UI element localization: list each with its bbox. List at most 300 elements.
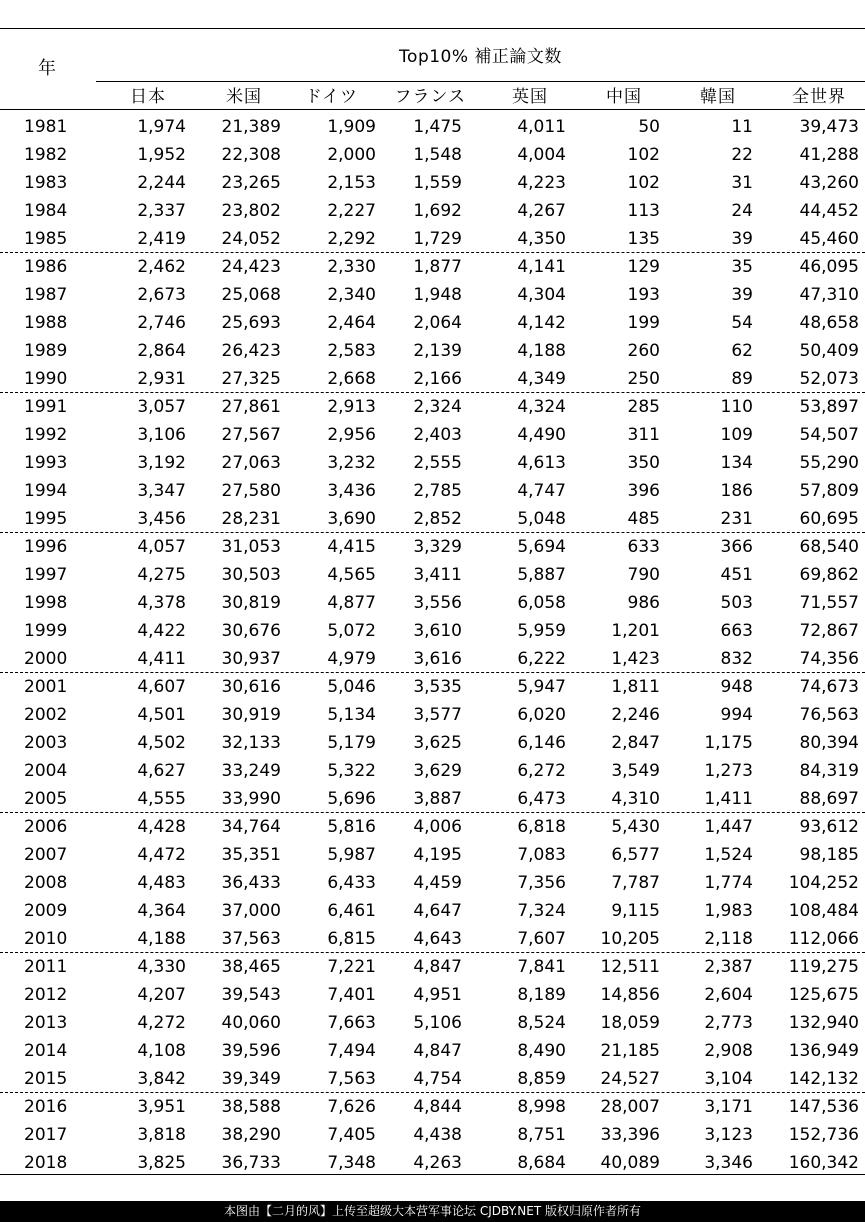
cell-year: 2011: [24, 957, 68, 977]
cell-uk: 8,751: [517, 1125, 566, 1145]
cell-china: 24,527: [600, 1069, 660, 1089]
cell-france: 2,139: [413, 341, 462, 361]
cell-korea: 366: [720, 537, 753, 557]
cell-uk: 4,613: [517, 453, 566, 473]
column-header-france: フランス: [394, 87, 466, 107]
cell-japan: 4,272: [137, 1013, 186, 1033]
column-header-japan: 日本: [130, 87, 166, 107]
cell-korea: 3,346: [704, 1153, 753, 1173]
cell-france: 1,877: [413, 257, 462, 277]
cell-germany: 2,956: [327, 425, 376, 445]
cell-germany: 7,221: [327, 957, 376, 977]
cell-korea: 503: [720, 593, 753, 613]
cell-china: 2,847: [611, 733, 660, 753]
cell-korea: 24: [731, 201, 753, 221]
cell-china: 485: [627, 509, 660, 529]
cell-japan: 2,931: [137, 369, 186, 389]
cell-uk: 4,747: [517, 481, 566, 501]
cell-japan: 2,337: [137, 201, 186, 221]
table-row: [0, 169, 865, 197]
cell-germany: 6,433: [327, 873, 376, 893]
cell-uk: 4,141: [517, 257, 566, 277]
cell-world: 69,862: [799, 565, 859, 585]
cell-usa: 26,423: [221, 341, 281, 361]
cell-year: 2000: [24, 649, 68, 669]
cell-year: 1998: [24, 593, 68, 613]
cell-germany: 7,405: [327, 1125, 376, 1145]
cell-germany: 5,134: [327, 705, 376, 725]
cell-korea: 1,273: [704, 761, 753, 781]
cell-year: 2018: [24, 1153, 68, 1173]
cell-france: 2,324: [413, 397, 462, 417]
table-row: [0, 757, 865, 785]
cell-germany: 2,227: [327, 201, 376, 221]
cell-china: 50: [638, 117, 660, 137]
cell-year: 1995: [24, 509, 68, 529]
cell-japan: 4,555: [137, 789, 186, 809]
cell-china: 28,007: [600, 1097, 660, 1117]
cell-japan: 2,673: [137, 285, 186, 305]
cell-germany: 3,232: [327, 453, 376, 473]
cell-world: 47,310: [799, 285, 859, 305]
cell-france: 2,852: [413, 509, 462, 529]
cell-china: 285: [627, 397, 660, 417]
table-row: [0, 617, 865, 645]
cell-china: 250: [627, 369, 660, 389]
cell-japan: 4,428: [137, 817, 186, 837]
cell-korea: 11: [731, 117, 753, 137]
cell-world: 136,949: [788, 1041, 859, 1061]
cell-china: 2,246: [611, 705, 660, 725]
cell-china: 986: [627, 593, 660, 613]
cell-world: 68,540: [799, 537, 859, 557]
cell-usa: 24,423: [221, 257, 281, 277]
table-row: [0, 897, 865, 925]
cell-china: 12,511: [600, 957, 660, 977]
cell-uk: 8,189: [517, 985, 566, 1005]
cell-china: 790: [627, 565, 660, 585]
cell-uk: 5,694: [517, 537, 566, 557]
cell-world: 72,867: [799, 621, 859, 641]
cell-world: 46,095: [799, 257, 859, 277]
cell-france: 3,610: [413, 621, 462, 641]
cell-france: 3,887: [413, 789, 462, 809]
table-top-rule: [0, 28, 865, 29]
cell-year: 2017: [24, 1125, 68, 1145]
cell-world: 88,697: [799, 789, 859, 809]
cell-usa: 25,693: [221, 313, 281, 333]
cell-korea: 231: [720, 509, 753, 529]
cell-germany: 6,815: [327, 929, 376, 949]
cell-usa: 39,596: [221, 1041, 281, 1061]
cell-year: 1996: [24, 537, 68, 557]
cell-germany: 2,153: [327, 173, 376, 193]
cell-france: 3,625: [413, 733, 462, 753]
table-row: [0, 589, 865, 617]
cell-world: 44,452: [799, 201, 859, 221]
cell-year: 2003: [24, 733, 68, 753]
cell-germany: 2,464: [327, 313, 376, 333]
cell-year: 1993: [24, 453, 68, 473]
cell-year: 1991: [24, 397, 68, 417]
cell-year: 2012: [24, 985, 68, 1005]
cell-france: 4,847: [413, 957, 462, 977]
table-row: [0, 309, 865, 337]
cell-korea: 22: [731, 145, 753, 165]
table-row: [0, 673, 865, 701]
cell-germany: 3,690: [327, 509, 376, 529]
cell-france: 4,643: [413, 929, 462, 949]
cell-china: 5,430: [611, 817, 660, 837]
cell-korea: 1,774: [704, 873, 753, 893]
cell-world: 93,612: [799, 817, 859, 837]
cell-china: 350: [627, 453, 660, 473]
table-row: [0, 393, 865, 421]
cell-year: 1988: [24, 313, 68, 333]
cell-korea: 2,118: [704, 929, 753, 949]
cell-year: 1986: [24, 257, 68, 277]
cell-germany: 7,563: [327, 1069, 376, 1089]
cell-world: 152,736: [788, 1125, 859, 1145]
cell-world: 41,288: [799, 145, 859, 165]
cell-usa: 23,802: [221, 201, 281, 221]
cell-usa: 30,819: [221, 593, 281, 613]
cell-world: 80,394: [799, 733, 859, 753]
cell-france: 2,555: [413, 453, 462, 473]
cell-germany: 1,909: [327, 117, 376, 137]
cell-france: 2,403: [413, 425, 462, 445]
cell-year: 1987: [24, 285, 68, 305]
cell-germany: 7,494: [327, 1041, 376, 1061]
cell-germany: 2,583: [327, 341, 376, 361]
cell-usa: 37,563: [221, 929, 281, 949]
cell-usa: 34,764: [221, 817, 281, 837]
cell-france: 3,629: [413, 761, 462, 781]
cell-world: 98,185: [799, 845, 859, 865]
table-row: [0, 1065, 865, 1093]
cell-china: 102: [627, 145, 660, 165]
cell-uk: 5,959: [517, 621, 566, 641]
cell-korea: 663: [720, 621, 753, 641]
cell-korea: 1,447: [704, 817, 753, 837]
cell-france: 2,064: [413, 313, 462, 333]
cell-china: 260: [627, 341, 660, 361]
cell-france: 5,106: [413, 1013, 462, 1033]
table-row: [0, 1121, 865, 1149]
cell-uk: 7,324: [517, 901, 566, 921]
column-header-korea: 韓国: [700, 87, 736, 107]
cell-germany: 5,046: [327, 677, 376, 697]
cell-france: 3,616: [413, 649, 462, 669]
cell-uk: 7,356: [517, 873, 566, 893]
table-row: [0, 729, 865, 757]
cell-korea: 1,175: [704, 733, 753, 753]
cell-year: 1983: [24, 173, 68, 193]
cell-world: 119,275: [788, 957, 859, 977]
table-row: [0, 365, 865, 393]
cell-world: 57,809: [799, 481, 859, 501]
cell-year: 2002: [24, 705, 68, 725]
cell-korea: 54: [731, 313, 753, 333]
cell-usa: 27,861: [221, 397, 281, 417]
cell-france: 4,195: [413, 845, 462, 865]
cell-year: 2008: [24, 873, 68, 893]
cell-world: 76,563: [799, 705, 859, 725]
cell-france: 2,785: [413, 481, 462, 501]
cell-germany: 5,696: [327, 789, 376, 809]
cell-germany: 4,565: [327, 565, 376, 585]
cell-world: 84,319: [799, 761, 859, 781]
cell-world: 74,673: [799, 677, 859, 697]
table-row: [0, 561, 865, 589]
cell-china: 1,811: [611, 677, 660, 697]
cell-uk: 6,222: [517, 649, 566, 669]
cell-uk: 8,859: [517, 1069, 566, 1089]
cell-germany: 5,816: [327, 817, 376, 837]
table-row: [0, 253, 865, 281]
cell-germany: 4,979: [327, 649, 376, 669]
cell-world: 60,695: [799, 509, 859, 529]
cell-france: 4,951: [413, 985, 462, 1005]
cell-france: 1,948: [413, 285, 462, 305]
cell-year: 2016: [24, 1097, 68, 1117]
cell-year: 2004: [24, 761, 68, 781]
cell-japan: 1,974: [137, 117, 186, 137]
cell-japan: 4,502: [137, 733, 186, 753]
cell-japan: 2,864: [137, 341, 186, 361]
cell-china: 14,856: [600, 985, 660, 1005]
cell-usa: 39,543: [221, 985, 281, 1005]
cell-korea: 451: [720, 565, 753, 585]
cell-japan: 3,192: [137, 453, 186, 473]
cell-world: 147,536: [788, 1097, 859, 1117]
table-row: [0, 225, 865, 253]
cell-japan: 4,501: [137, 705, 186, 725]
cell-japan: 2,746: [137, 313, 186, 333]
column-header-world: 全世界: [792, 87, 846, 107]
cell-uk: 4,004: [517, 145, 566, 165]
cell-uk: 7,607: [517, 929, 566, 949]
cell-france: 3,411: [413, 565, 462, 585]
cell-usa: 38,465: [221, 957, 281, 977]
cell-germany: 4,877: [327, 593, 376, 613]
cell-japan: 4,364: [137, 901, 186, 921]
cell-usa: 22,308: [221, 145, 281, 165]
cell-germany: 7,626: [327, 1097, 376, 1117]
cell-china: 135: [627, 229, 660, 249]
cell-world: 108,484: [788, 901, 859, 921]
cell-uk: 4,142: [517, 313, 566, 333]
cell-japan: 3,057: [137, 397, 186, 417]
cell-france: 4,847: [413, 1041, 462, 1061]
table-row: [0, 869, 865, 897]
table-row: [0, 1009, 865, 1037]
cell-japan: 4,207: [137, 985, 186, 1005]
cell-uk: 7,083: [517, 845, 566, 865]
cell-uk: 4,223: [517, 173, 566, 193]
cell-germany: 5,179: [327, 733, 376, 753]
cell-japan: 3,951: [137, 1097, 186, 1117]
cell-year: 2013: [24, 1013, 68, 1033]
table-row: [0, 421, 865, 449]
cell-uk: 4,490: [517, 425, 566, 445]
cell-germany: 5,987: [327, 845, 376, 865]
cell-france: 4,459: [413, 873, 462, 893]
column-header-usa: 米国: [226, 87, 262, 107]
cell-china: 633: [627, 537, 660, 557]
table-row: [0, 337, 865, 365]
cell-china: 7,787: [611, 873, 660, 893]
cell-china: 10,205: [600, 929, 660, 949]
cell-france: 2,166: [413, 369, 462, 389]
cell-uk: 6,818: [517, 817, 566, 837]
cell-china: 396: [627, 481, 660, 501]
cell-year: 2015: [24, 1069, 68, 1089]
cell-france: 3,577: [413, 705, 462, 725]
cell-korea: 832: [720, 649, 753, 669]
cell-year: 2010: [24, 929, 68, 949]
cell-usa: 30,616: [221, 677, 281, 697]
cell-uk: 4,350: [517, 229, 566, 249]
cell-uk: 4,011: [517, 117, 566, 137]
cell-world: 142,132: [788, 1069, 859, 1089]
cell-world: 132,940: [788, 1013, 859, 1033]
table-row: [0, 197, 865, 225]
cell-world: 55,290: [799, 453, 859, 473]
cell-world: 50,409: [799, 341, 859, 361]
cell-korea: 1,411: [704, 789, 753, 809]
cell-korea: 35: [731, 257, 753, 277]
cell-japan: 4,472: [137, 845, 186, 865]
cell-korea: 134: [720, 453, 753, 473]
cell-world: 45,460: [799, 229, 859, 249]
cell-france: 4,754: [413, 1069, 462, 1089]
cell-china: 1,423: [611, 649, 660, 669]
cell-korea: 89: [731, 369, 753, 389]
cell-uk: 4,267: [517, 201, 566, 221]
cell-uk: 8,998: [517, 1097, 566, 1117]
cell-year: 2009: [24, 901, 68, 921]
table-row: [0, 281, 865, 309]
cell-japan: 2,244: [137, 173, 186, 193]
cell-usa: 30,919: [221, 705, 281, 725]
cell-china: 4,310: [611, 789, 660, 809]
table-row: [0, 505, 865, 533]
cell-japan: 4,411: [137, 649, 186, 669]
cell-world: 160,342: [788, 1153, 859, 1173]
column-header-china: 中国: [606, 87, 642, 107]
cell-world: 71,557: [799, 593, 859, 613]
table-row: [0, 701, 865, 729]
cell-germany: 3,436: [327, 481, 376, 501]
cell-china: 1,201: [611, 621, 660, 641]
cell-usa: 35,351: [221, 845, 281, 865]
table-row: [0, 141, 865, 169]
cell-usa: 27,567: [221, 425, 281, 445]
cell-korea: 39: [731, 285, 753, 305]
cell-china: 9,115: [611, 901, 660, 921]
cell-korea: 2,908: [704, 1041, 753, 1061]
cell-japan: 4,330: [137, 957, 186, 977]
cell-world: 74,356: [799, 649, 859, 669]
table-row: [0, 925, 865, 953]
cell-uk: 6,272: [517, 761, 566, 781]
cell-germany: 2,340: [327, 285, 376, 305]
cell-usa: 33,249: [221, 761, 281, 781]
column-header-germany: ドイツ: [304, 87, 358, 107]
cell-japan: 3,347: [137, 481, 186, 501]
cell-germany: 2,292: [327, 229, 376, 249]
cell-uk: 7,841: [517, 957, 566, 977]
cell-japan: 2,462: [137, 257, 186, 277]
cell-korea: 186: [720, 481, 753, 501]
cell-china: 6,577: [611, 845, 660, 865]
cell-japan: 4,627: [137, 761, 186, 781]
cell-world: 112,066: [788, 929, 859, 949]
cell-uk: 4,304: [517, 285, 566, 305]
cell-france: 3,535: [413, 677, 462, 697]
cell-japan: 4,422: [137, 621, 186, 641]
cell-usa: 27,063: [221, 453, 281, 473]
cell-korea: 62: [731, 341, 753, 361]
cell-usa: 27,325: [221, 369, 281, 389]
cell-usa: 36,433: [221, 873, 281, 893]
cell-japan: 4,057: [137, 537, 186, 557]
column-header-uk: 英国: [512, 87, 548, 107]
table-row: [0, 953, 865, 981]
cell-world: 48,658: [799, 313, 859, 333]
cell-germany: 6,461: [327, 901, 376, 921]
super-header-rule: [96, 81, 865, 82]
cell-germany: 5,072: [327, 621, 376, 641]
cell-china: 102: [627, 173, 660, 193]
cell-china: 311: [627, 425, 660, 445]
cell-korea: 3,104: [704, 1069, 753, 1089]
table-row: [0, 813, 865, 841]
cell-year: 1989: [24, 341, 68, 361]
cell-world: 39,473: [799, 117, 859, 137]
cell-usa: 25,068: [221, 285, 281, 305]
cell-year: 1997: [24, 565, 68, 585]
cell-usa: 38,290: [221, 1125, 281, 1145]
cell-year: 1985: [24, 229, 68, 249]
cell-china: 129: [627, 257, 660, 277]
cell-usa: 21,389: [221, 117, 281, 137]
cell-korea: 1,524: [704, 845, 753, 865]
table-row: [0, 841, 865, 869]
cell-uk: 4,324: [517, 397, 566, 417]
header-bottom-rule: [0, 109, 865, 110]
cell-japan: 3,818: [137, 1125, 186, 1145]
cell-usa: 39,349: [221, 1069, 281, 1089]
cell-korea: 39: [731, 229, 753, 249]
cell-year: 2007: [24, 845, 68, 865]
cell-china: 3,549: [611, 761, 660, 781]
cell-uk: 6,473: [517, 789, 566, 809]
cell-germany: 2,668: [327, 369, 376, 389]
cell-year: 2001: [24, 677, 68, 697]
table-super-header: Top10% 補正論文数: [399, 47, 562, 67]
cell-japan: 4,378: [137, 593, 186, 613]
cell-usa: 30,676: [221, 621, 281, 641]
cell-japan: 4,188: [137, 929, 186, 949]
cell-year: 1992: [24, 425, 68, 445]
cell-japan: 3,456: [137, 509, 186, 529]
cell-year: 1990: [24, 369, 68, 389]
cell-usa: 28,231: [221, 509, 281, 529]
cell-uk: 5,887: [517, 565, 566, 585]
cell-japan: 4,108: [137, 1041, 186, 1061]
